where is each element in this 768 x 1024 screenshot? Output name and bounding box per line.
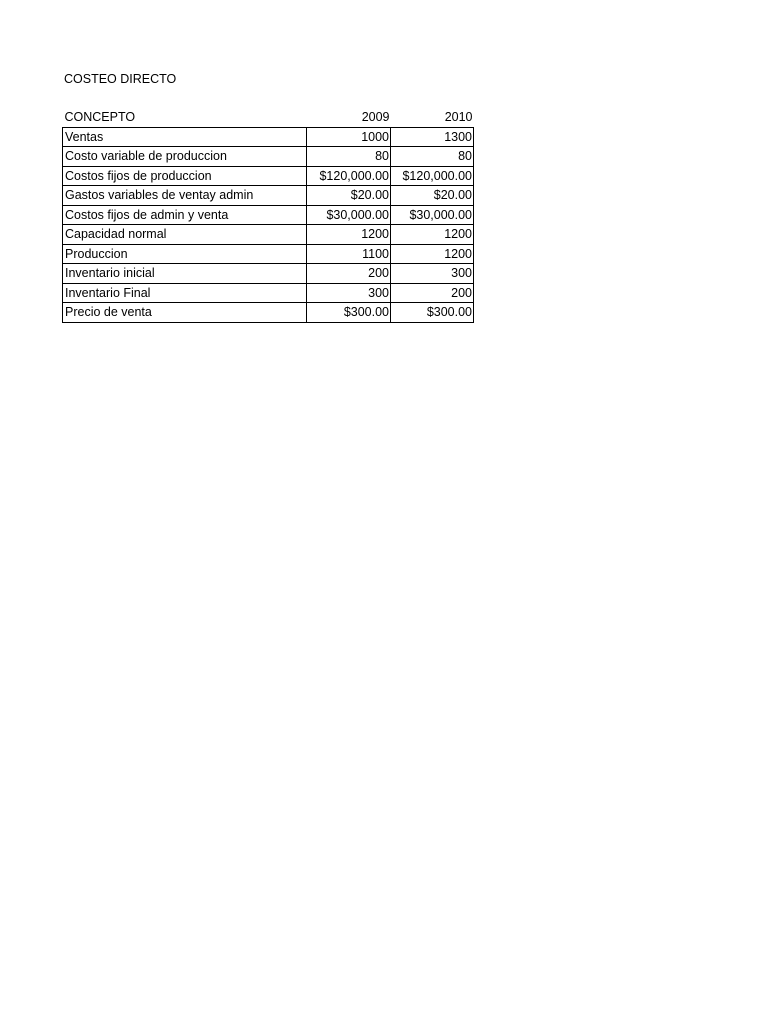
cell-concepto[interactable]: Inventario inicial	[63, 264, 307, 284]
cell-2009[interactable]: $120,000.00	[307, 166, 391, 186]
cell-2009[interactable]: 200	[307, 264, 391, 284]
header-2010: 2010	[444, 110, 473, 125]
table-row	[63, 186, 474, 206]
cell-2010[interactable]: $120,000.00	[391, 166, 474, 186]
cell-2010[interactable]: $300.00	[391, 303, 474, 323]
cell-2010[interactable]: 1300	[391, 127, 474, 147]
cell-concepto[interactable]: Costos fijos de admin y venta	[63, 205, 307, 225]
table-row	[63, 264, 474, 284]
header-2009: 2009	[361, 110, 390, 125]
cell-concepto[interactable]: Capacidad normal	[63, 225, 307, 245]
table-row	[63, 244, 474, 264]
cell-concepto[interactable]: Precio de venta	[63, 303, 307, 323]
table-row	[63, 147, 474, 167]
cell-2009[interactable]: 80	[307, 147, 391, 167]
cell-concepto[interactable]: Ventas	[63, 127, 307, 147]
header-concepto: CONCEPTO	[64, 110, 136, 125]
cell-2009[interactable]: 1100	[307, 244, 391, 264]
cell-2009[interactable]: 1200	[307, 225, 391, 245]
cell-2010[interactable]: $30,000.00	[391, 205, 474, 225]
cell-2010[interactable]: 1200	[391, 244, 474, 264]
document-title: COSTEO DIRECTO	[64, 72, 177, 86]
cell-2009[interactable]: 300	[307, 283, 391, 303]
cell-2010[interactable]: 300	[391, 264, 474, 284]
cell-2009[interactable]: 1000	[307, 127, 391, 147]
costeo-table	[62, 108, 474, 323]
cell-concepto[interactable]: Gastos variables de ventay admin	[63, 186, 307, 206]
table-row	[63, 225, 474, 245]
cell-concepto[interactable]: Costos fijos de produccion	[63, 166, 307, 186]
cell-2009[interactable]: $300.00	[307, 303, 391, 323]
cell-2010[interactable]: 1200	[391, 225, 474, 245]
cell-2010[interactable]: 80	[391, 147, 474, 167]
table-row	[63, 166, 474, 186]
table-row	[63, 127, 474, 147]
cell-2009[interactable]: $20.00	[307, 186, 391, 206]
table-row	[63, 283, 474, 303]
cell-2010[interactable]: 200	[391, 283, 474, 303]
cell-concepto[interactable]: Produccion	[63, 244, 307, 264]
cell-concepto[interactable]: Inventario Final	[63, 283, 307, 303]
table-row	[63, 303, 474, 323]
cell-2010[interactable]: $20.00	[391, 186, 474, 206]
table-row	[63, 205, 474, 225]
table-header-row	[63, 108, 474, 127]
cell-2009[interactable]: $30,000.00	[307, 205, 391, 225]
cell-concepto[interactable]: Costo variable de produccion	[63, 147, 307, 167]
